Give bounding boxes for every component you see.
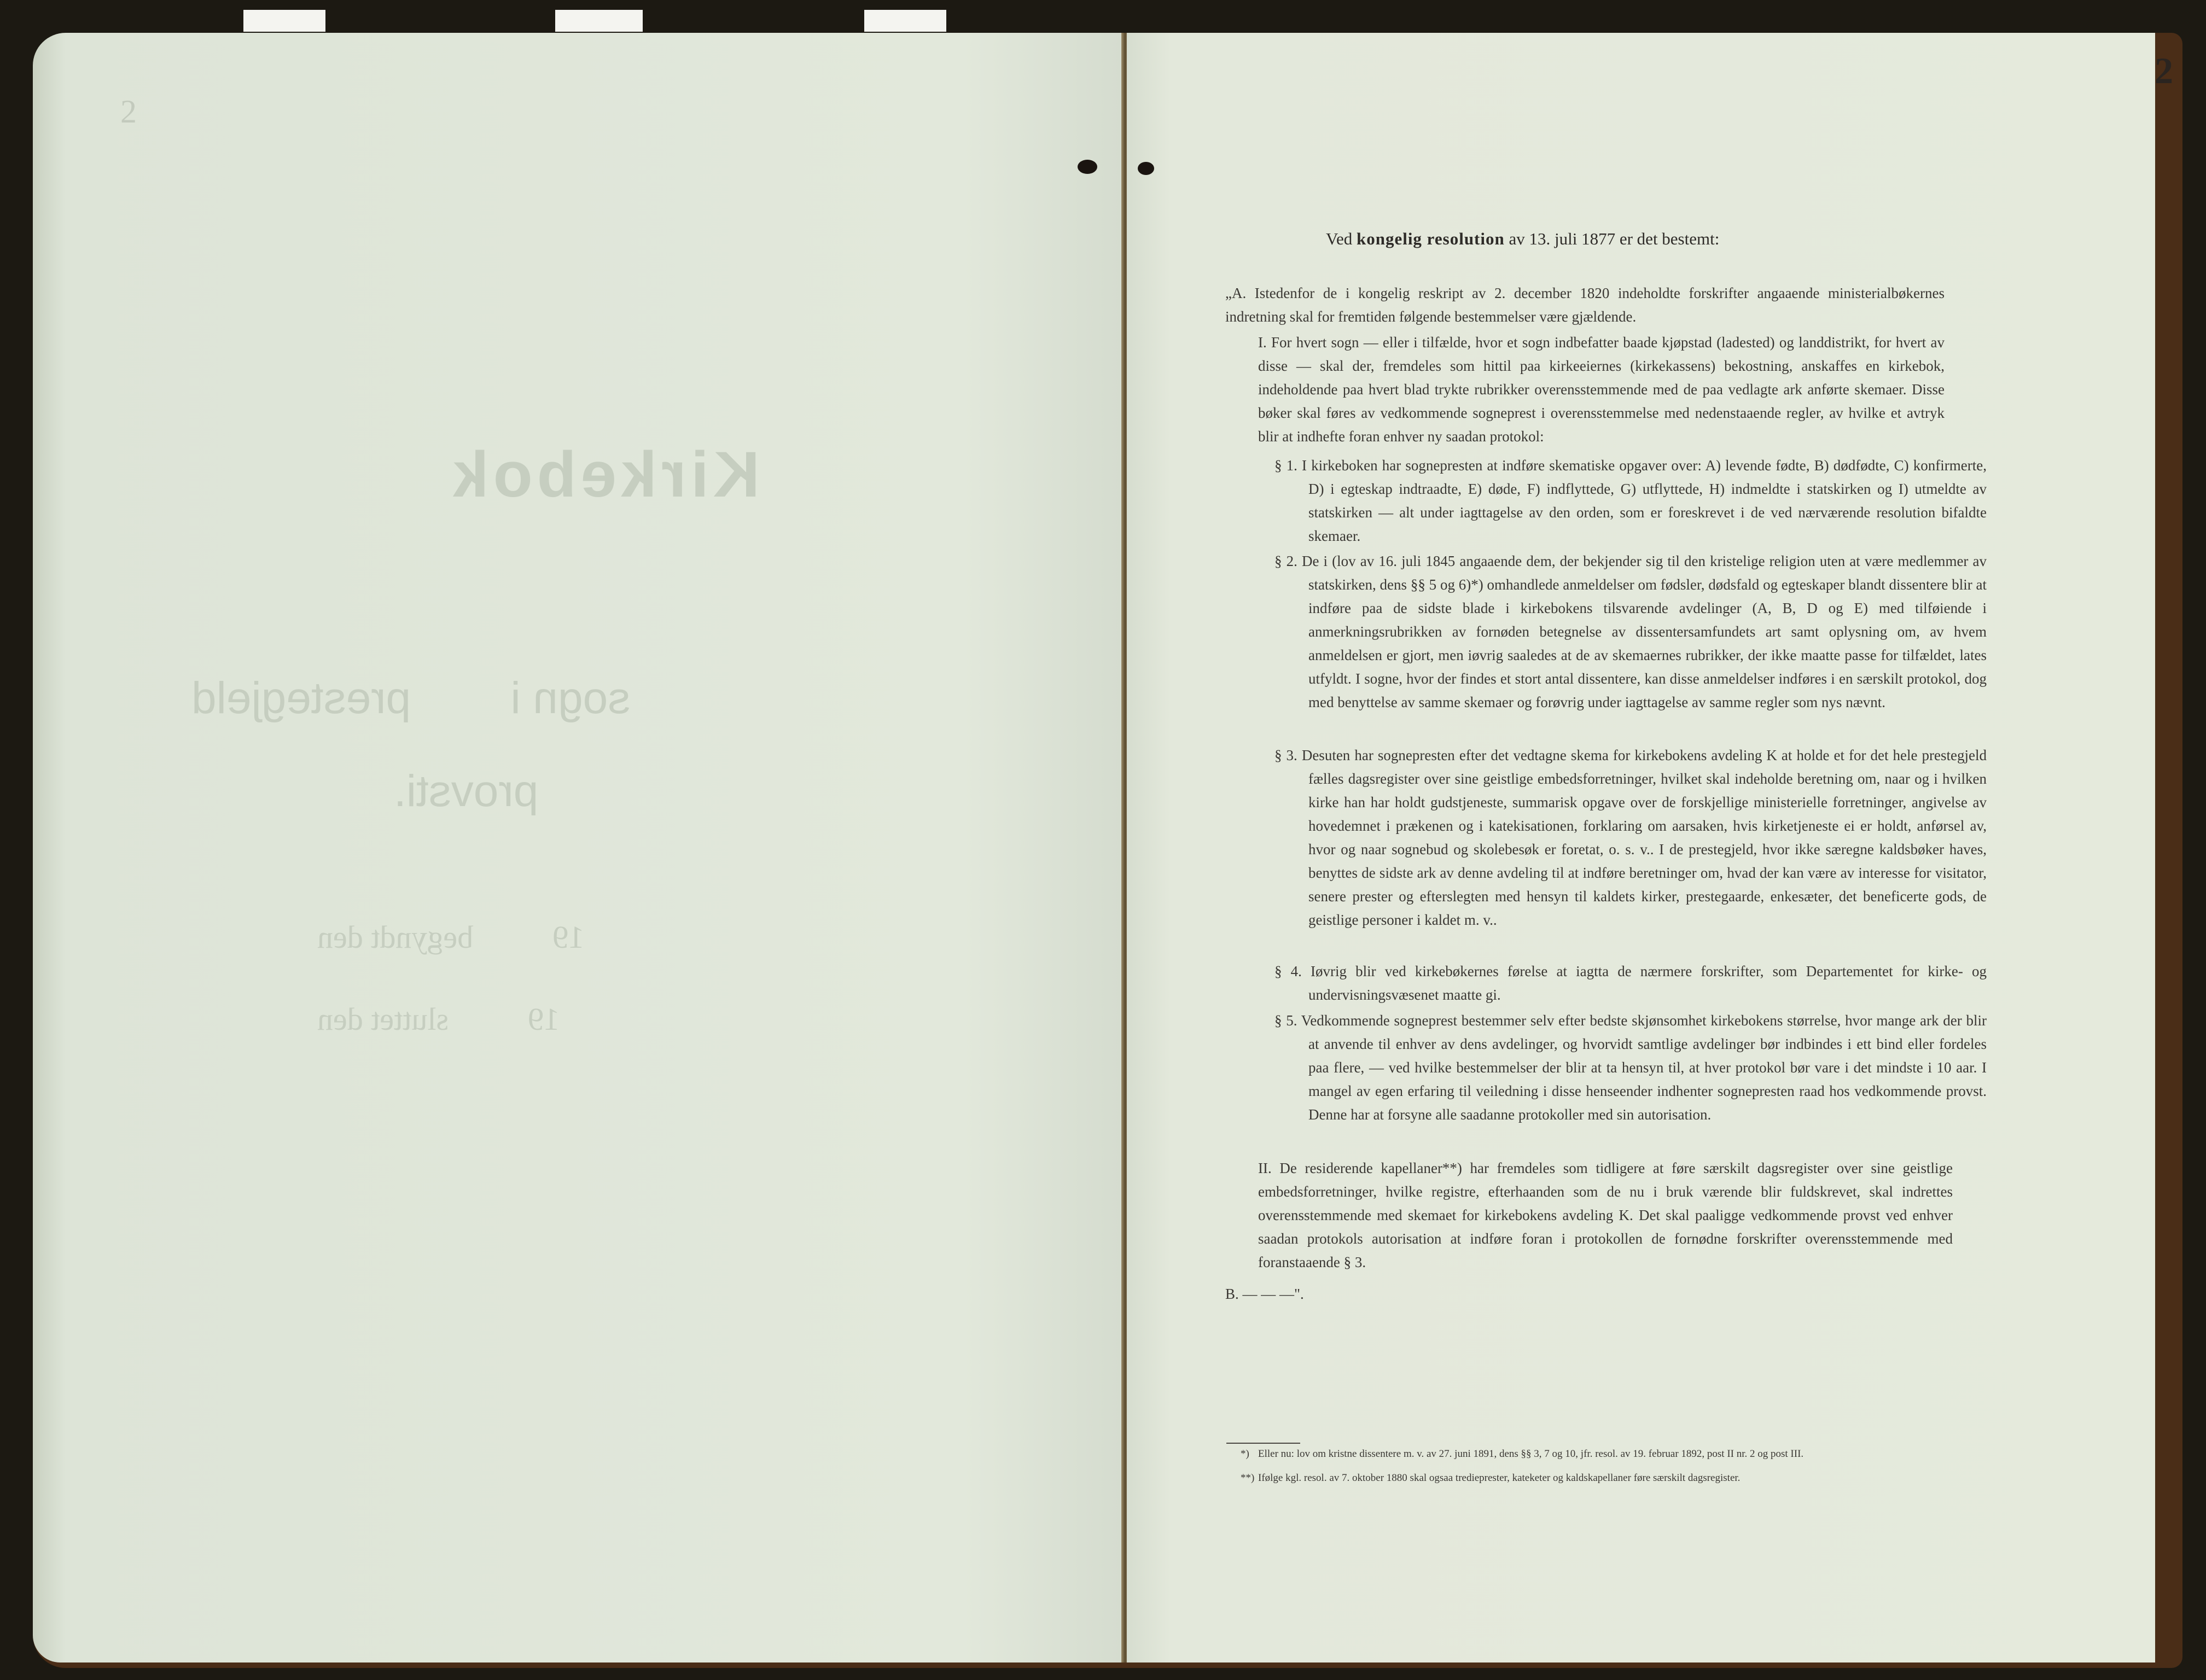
bleed-through-line: 19 begyndt den <box>317 919 585 955</box>
footnote-2-mark: **) <box>1241 1472 1255 1484</box>
section-4: § 4. Iøvrig blir ved kirkebøkernes førelse at iagtta de nærmere forskrifter, som Departementet for kirke- og undervisningsvæsenet maatte gi. <box>1274 963 1987 1003</box>
footnote-2 <box>1241 1472 1958 1485</box>
calibration-strip <box>864 10 946 32</box>
section-2: § 2. De i (lov av 16. juli 1845 angaaende dem, der bekjender sig til den kristelige religion uten at være medlemmer av statskirken, dens §§ 5 og 6)*) omhandlede anmeldelser om fødsler, dødsfald og egteskaper blandt dissentere blir at indføre paa de sidste blade i kirkebokens tilsvarende avdelinger (A, B, D og E) med tilføiende i anmerkningsrubrikken av fornøden betegnelse av dissentersamfundets art samt oplysning om, av hvem anmeldelsen er gjort, men iøvrig saaledes at de av skemaernes rubrikker, der ikke maatte passe for tilfældet, lates utfyldt. I sogne, hvor der findes et stort antal dissentere, kan disse anmeldelser indføres i en særskilt protokol, dog med benyttelse av samme skemaer og forøvrig under iagttagelse av samme regler som nys nævnt. <box>1274 553 1987 710</box>
ink-blot <box>1078 160 1097 174</box>
heading-post: av 13. juli 1877 er det bestemt: <box>1509 229 1720 248</box>
paragraph-b: B. — — —". <box>1225 1286 1304 1302</box>
section-3: § 3. Desuten har sognepresten efter det vedtagne skema for kirkebokens avdeling K at holde et for det hele prestegjeld fælles dagsregister over sine geistlige embedsforretninger, hvilket skal indeholde beretning om, naar og i hvilken kirke han har holdt gudstjeneste, summarisk opgave over de forskjellige ministerielle forretninger, angivelse av hovedemnet i prækenen og i katekisationen, forklaring om aarsaken, hvis kirketjeneste ei er holdt, anførsel av, hvor og naar sognebud og skolebesøk er foretat, o. s. v.. I de prestegjeld, hvor ikke særegne kaldsbøker haves, benyttes de sidste ark av denne avdeling til at indføre beretninger om, hvad der kan være av interesse for visitator, senere prester og efterslegten med hensyn til kaldets kirker, prestegaarde, enkesæter, det beneficerte gods, de geistlige personer i kaldet m. v.. <box>1274 747 1987 928</box>
footnote-1-text: Eller nu: lov om kristne dissentere m. v. av 27. juni 1891, dens §§ 3, 7 og 10, jfr. resol. av 19. februar 1892, post II nr. 2 og post III. <box>1258 1448 1804 1460</box>
footnote-2-text: Ifølge kgl. resol. av 7. oktober 1880 skal ogsaa tredieprester, kateketer og kaldskapellaner føre særskilt dagsregister. <box>1258 1472 1741 1484</box>
calibration-strip <box>243 10 325 32</box>
calibration-strip <box>555 10 643 32</box>
bleed-through-page-number: 2 <box>120 94 137 130</box>
bleed-through-line: provsti. <box>394 766 539 816</box>
page-number: 2 <box>2155 50 2173 91</box>
section-5: § 5. Vedkommende sogneprest bestemmer selv efter bedste skjønsomhet kirkebokens størrelse, hvor mange ark der blir at anvende til enhver av dens avdelinger, og hvorvidt samtlige avdelinger bør indbindes i ett bind eller fordeles paa flere, — ved hvilke bestemmelser der blir at ta hensyn til, at hver protokol bør vare i det mindste i 10 aar. I mangel av egen erfaring til veiledning i disse henseender indhenter sognepresten raad hos vedkommende provst. Denne har at forsyne alle saadanne protokoller med sin autorisation. <box>1274 1012 1987 1123</box>
left-page <box>33 33 1121 1662</box>
paragraph-ii: II. De residerende kapellaner**) har fremdeles som tidligere at føre særskilt dagsregister over sine geistlige embedsforretninger, hvilke registre, efterhaanden som de nu i bruk værende blir fuldskrevet, skal indrettes overensstemmende med skemaet for kirkebokens avdeling K. Det skal paaligge vedkommende provst ved enhver saadan protokols autorisation at indføre foran i protokollen de fornødne forskrifter overensstemmende med foranstaaende § 3. <box>1258 1160 1953 1270</box>
bleed-through-line: sogn i prestegjeld <box>191 673 631 723</box>
section-1: § 1. I kirkeboken har sognepresten at indføre skematiske opgaver over: A) levende fødte, B) dødfødte, C) konfirmerte, D) i egteskap indtraadte, E) døde, F) indflyttede, G) utflyttede, H) indmeldte i statskirken og I) utmeldte av statskirken — alt under iagttagelse av den orden, som er foreskrevet i de ved nærværende resolution bifaldte skemaer. <box>1274 457 1987 544</box>
heading-pre: Ved <box>1326 229 1353 248</box>
paragraph-a: „A. Istedenfor de i kongelig reskript av 2. december 1820 indeholdte forskrifter angaaende ministerialbøkernes indretning skal for fremtiden følgende bestemmelser være gjældende. <box>1225 285 1945 325</box>
resolution-heading <box>1326 227 1719 250</box>
footnote-1-mark: *) <box>1241 1448 1249 1460</box>
footnote-1 <box>1241 1448 1958 1461</box>
heading-bold: kongelig resolution <box>1356 229 1505 248</box>
bleed-through-line: 19 sluttet den <box>317 1001 560 1037</box>
bleed-through-title: Kirkebok <box>449 439 760 511</box>
footnote-rule <box>1226 1443 1300 1444</box>
paragraph-i: I. For hvert sogn — eller i tilfælde, hvor et sogn indbefatter baade kjøpstad (ladested) og landdistrikt, for hvert av disse — skal der, fremdeles som hittil paa kirkeeiernes (kirkekassens) bekostning, anskaffes en kirkebok, indeholdende paa hvert blad trykte rubrikker overensstemmende med de paa vedlagte ark anførte skemaer. Disse bøker skal føres av vedkommende sogneprest i overensstemmelse med nedenstaaende regler, av hvilke et avtryk blir at indhefte foran enhver ny saadan protokol: <box>1258 334 1945 445</box>
ink-blot <box>1138 162 1154 175</box>
